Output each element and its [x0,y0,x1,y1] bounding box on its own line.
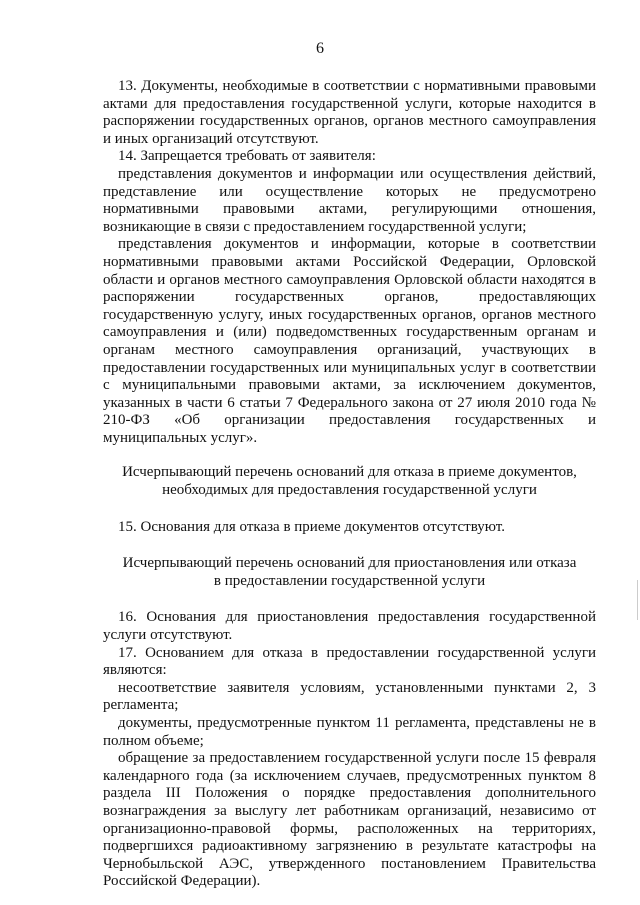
section-heading-suspension-refusal [103,555,596,590]
heading-line: Исчерпывающий перечень оснований для отказа в приеме документов, [122,464,577,481]
paragraph-17-item-b: документы, предусмотренные пунктом 11 регламента, представлены не в полном объеме; [103,715,596,749]
paragraph-17: 17. Основанием для отказа в предоставлении государственной услуги являются: [103,644,596,679]
heading-line: в предоставлении государственной услуги [213,572,486,589]
scan-edge-mark [637,580,638,620]
paragraph-17-item-a: несоответствие заявителя условиям, установленными пунктами 2, 3 регламента; [103,679,596,714]
page-number: 6 [316,40,324,57]
paragraph-15: 15. Основания для отказа в приеме документов отсутствуют. [118,518,505,535]
paragraph-14-item-b: представления документов и информации, которые в соответствии нормативными правовыми актами Российской Федерации, Орловской области и органов местного самоуправления Орловской области находятся в распоряжении государственных органов, предоставляющих государственную услугу, иных государственных органов, органов местного самоуправления и (или) подведомственных государственным органам и органам местного самоуправления организаций, участвующих в предоставлении государственных или муниципальных услуг в соответствии с муниципальными правовыми актами, за исключением документов, указанных в части 6 статьи 7 Федерального закона от 27 июля 2010 года № 210-ФЗ «Об организации предоставления государственных и муниципальных услуг». [103,236,596,446]
heading-line: Исчерпывающий перечень оснований для приостановления или отказа [122,555,577,572]
section-heading-refusal-documents [103,464,596,499]
paragraph-14: 14. Запрещается требовать от заявителя: [118,148,376,165]
paragraph-16: 16. Основания для приостановления предоставления государственной услуги отсутствуют. [103,609,596,644]
paragraph-14-item-a: представления документов и информации или осуществления действий, представление или осуществление которых не предусмотрено нормативными правовыми актами, регулирующими отношения, возникающие в связи с предоставлением государственной услуги; [103,165,596,235]
paragraph-17-item-c: обращение за предоставлением государственной услуги после 15 февраля календарного года (за исключением случаев, предусмотренных пунктом 8 раздела III Положения о порядке предоставления дополнительного вознаграждения за выслугу лет работникам организаций, независимо от организационно-правовой формы, расположенных на территориях, подвергшихся радиоактивному загрязнению в результате катастрофы на Чернобыльской АЭС, утвержденного постановлением Правительства Российской Федерации). [103,750,596,890]
heading-line: необходимых для предоставления государственной услуги [162,482,537,499]
document-body [103,78,596,891]
paragraph-13: 13. Документы, необходимые в соответствии с нормативными правовыми актами для предоставления государственной услуги, которые находится в распоряжении государственных органов, органов местного самоуправления и иных организаций отсутствуют. [103,78,596,147]
